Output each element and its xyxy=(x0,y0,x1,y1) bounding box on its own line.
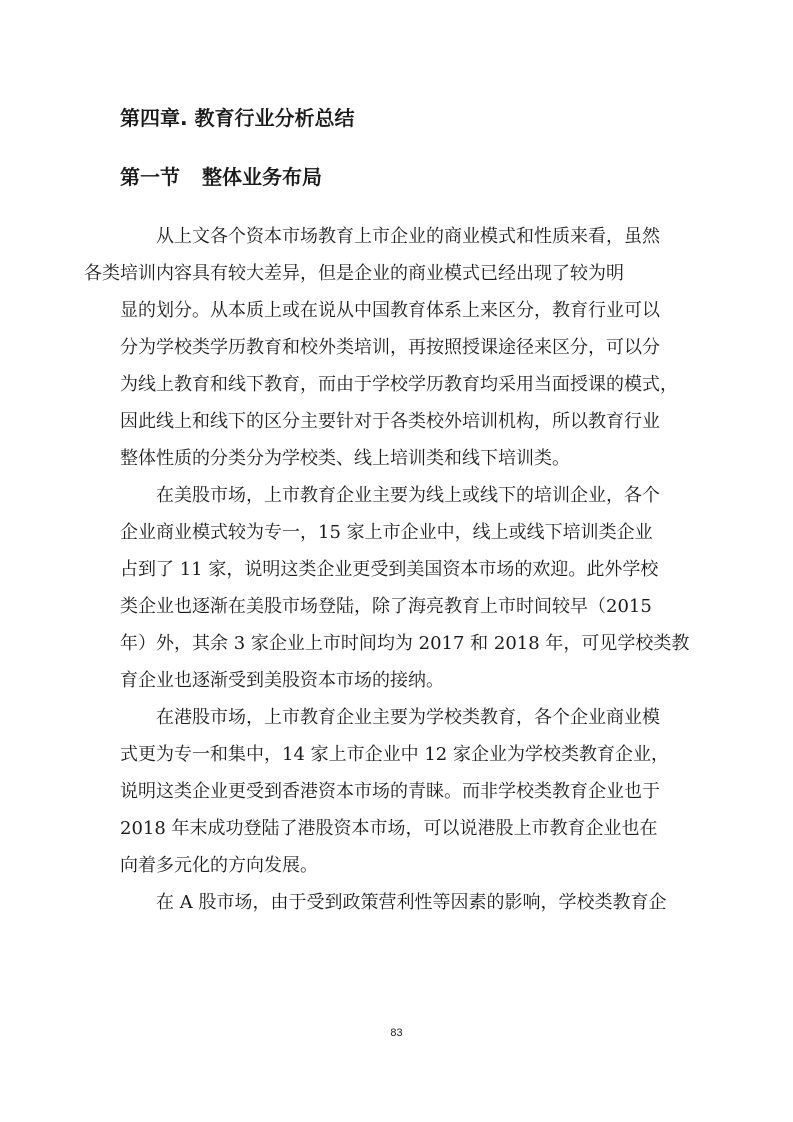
paragraph-line: 说明这类企业更受到香港资本市场的青睐。而非学校类教育企业也于 xyxy=(120,781,660,802)
body-text xyxy=(84,218,690,921)
paragraph-1 xyxy=(84,218,680,477)
paragraph-line: 式更为专一和集中，14 家上市企业中 12 家企业为学校类教育企业， xyxy=(120,744,669,765)
paragraph-line: 育企业也逐渐受到美股资本市场的接纳。 xyxy=(120,670,444,691)
section-heading xyxy=(120,159,322,195)
paragraph-line: 分为学校类学历教育和校外类培训，再按照授课途径来区分，可以分 xyxy=(120,337,660,358)
page-number: 83 xyxy=(390,1027,403,1039)
paragraph-line: 各类培训内容具有较大差异，但是企业的商业模式已经出现了较为明 xyxy=(84,263,624,284)
paragraph-line: 为线上教育和线下教育，而由于学校学历教育均采用当面授课的模式， xyxy=(120,374,678,395)
paragraph-line: 向着多元化的方向发展。 xyxy=(120,855,318,876)
paragraph-line: 类企业也逐渐在美股市场登陆，除了海亮教育上市时间较早（2015 xyxy=(120,596,652,617)
paragraph-line: 企业商业模式较为专一，15 家上市企业中，线上或线下培训类企业 xyxy=(120,522,653,543)
paragraph-line: 在美股市场，上市教育企业主要为线上或线下的培训企业，各个 xyxy=(156,485,660,506)
paragraph-line: 整体性质的分类分为学校类、线上培训类和线下培训类。 xyxy=(120,448,570,469)
paragraph-line: 从上文各个资本市场教育上市企业的商业模式和性质来看，虽然 xyxy=(156,226,660,247)
paragraph-line: 2018 年末成功登陆了港股资本市场，可以说港股上市教育企业也在 xyxy=(120,818,658,839)
chapter-title: 第四章. 教育行业分析总结 xyxy=(120,106,355,130)
section-title: 整体业务布局 xyxy=(202,165,322,189)
paragraph-line: 占到了 11 家，说明这类企业更受到美国资本市场的欢迎。此外学校 xyxy=(120,559,659,580)
paragraph-4 xyxy=(120,884,680,921)
paragraph-2 xyxy=(120,477,690,699)
paragraph-line: 在 A 股市场，由于受到政策营利性等因素的影响，学校类教育企 xyxy=(156,892,667,913)
paragraph-line: 年）外，其余 3 家企业上市时间均为 2017 和 2018 年，可见学校类教 xyxy=(120,633,690,654)
paragraph-line: 在港股市场，上市教育企业主要为学校类教育，各个企业商业模 xyxy=(156,707,660,728)
paragraph-line: 因此线上和线下的区分主要针对于各类校外培训机构，所以教育行业 xyxy=(120,411,660,432)
paragraph-line: 显的划分。从本质上或在说从中国教育体系上来区分，教育行业可以 xyxy=(120,300,660,321)
section-number: 第一节 xyxy=(120,165,180,189)
paragraph-3 xyxy=(120,699,680,884)
